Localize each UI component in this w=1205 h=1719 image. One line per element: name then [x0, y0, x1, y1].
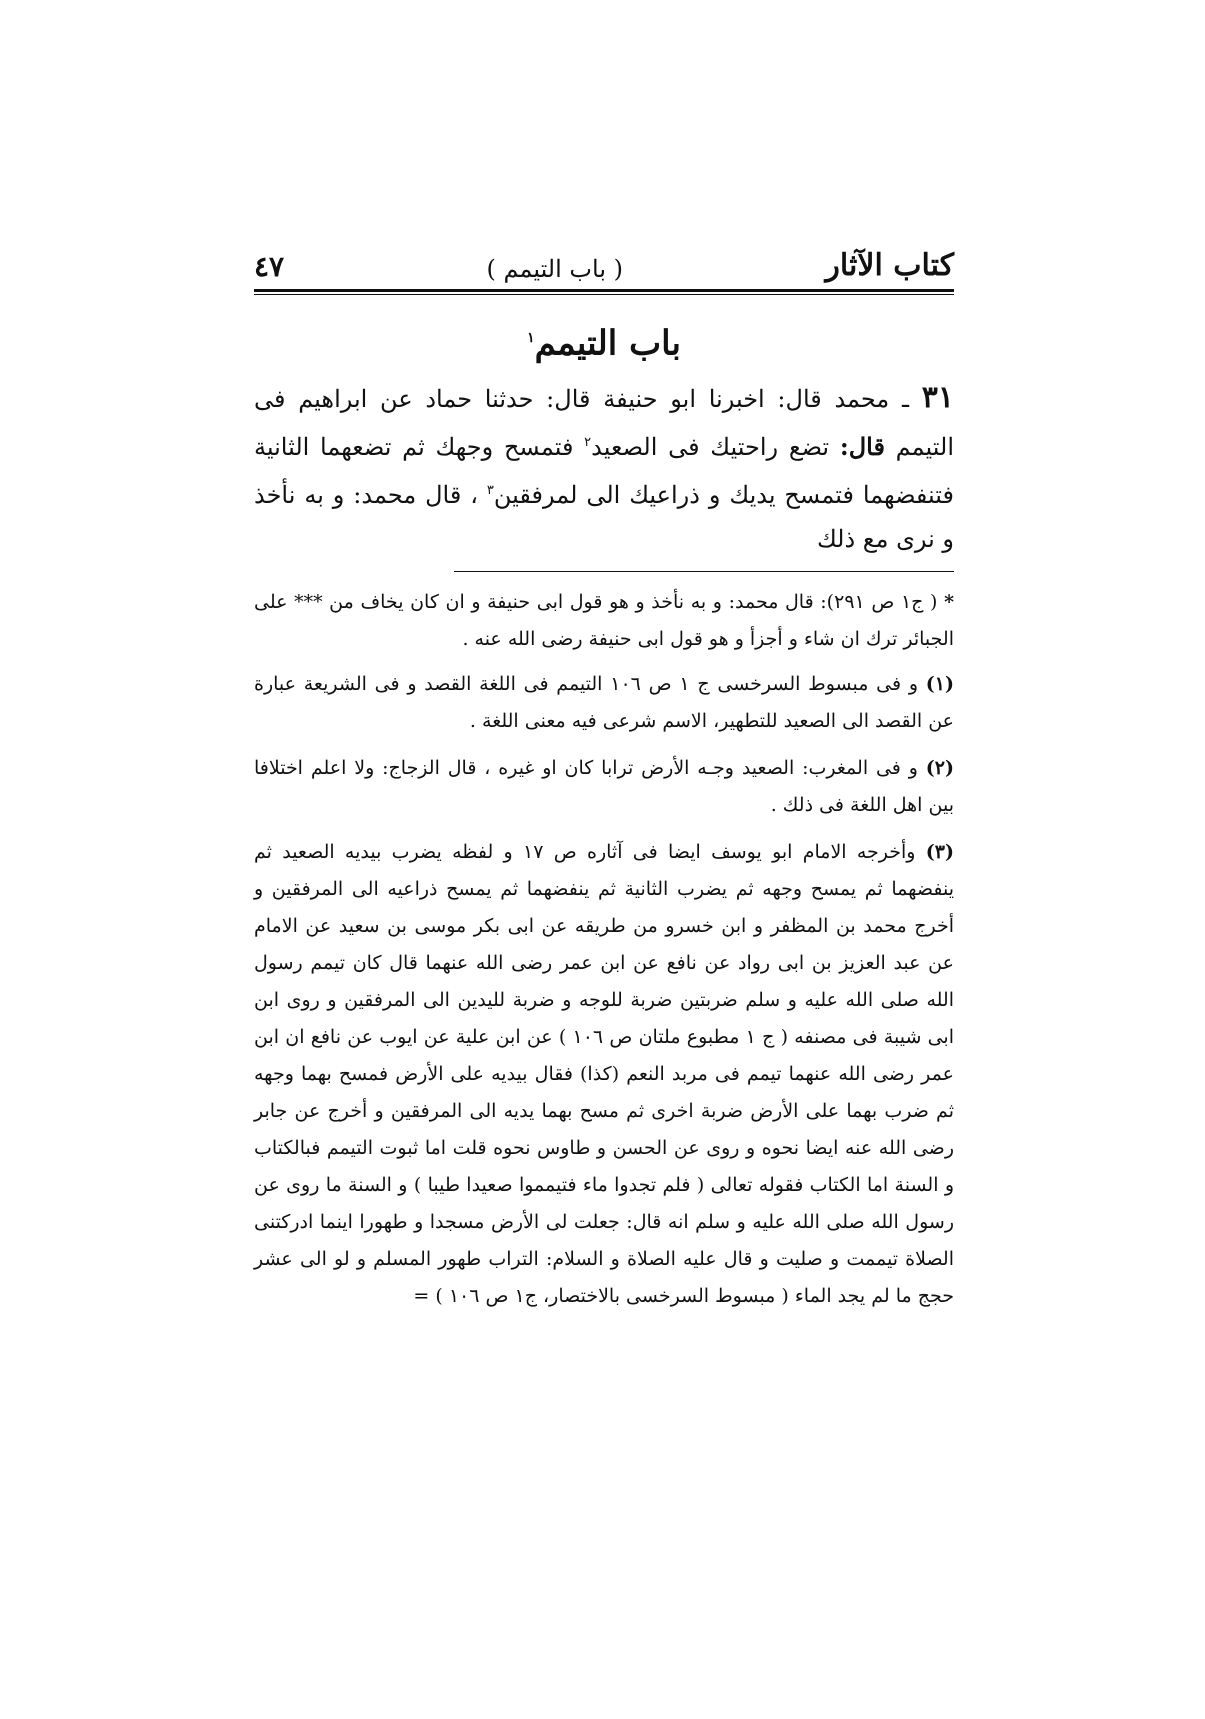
hadith-number: ٣١ [921, 380, 954, 416]
chapter-title [254, 313, 954, 368]
footnote-text: و فى مبسوط السرخسى ج ١ ص ١٠٦ التيمم فى اللغة القصد و فى الشريعة عبارة عن القصد الى الصعيد للتطهير، الاسم شرعى فيه معنى اللغة . [254, 673, 954, 733]
book-title: كتاب الآثار [825, 248, 954, 283]
main-text-part3: فتمسح وجهك ثم تضعهما الثانية فتنفضهما فتمسح يديك و ذراعيك الى لمرفقين [254, 433, 954, 510]
page-number: ٤٧ [254, 250, 285, 283]
chapter-title-text: باب التيمم [534, 323, 681, 364]
footnote-text: و فى المغرب: الصعيد وجـه الأرض ترابا كان او غيره ، قال الزجاج: ولا اعلم اختلافا بين اهل اللغة فى ذلك . [254, 757, 954, 817]
footnote-rule [454, 571, 954, 572]
footnote-number: (٣) [925, 841, 954, 864]
running-chapter: ( باب التيمم ) [486, 255, 623, 283]
header-rule [254, 289, 954, 295]
footnote-2 [254, 750, 954, 824]
main-text [254, 376, 954, 561]
footnote-3 [254, 834, 954, 1315]
star-note [254, 584, 954, 658]
footnote-number: (٢) [925, 757, 954, 780]
main-text-part4: ، قال محمد: و به نأخذ و نرى مع ذلك [254, 481, 954, 554]
main-text-part1: ـ محمد قال: اخبرنا ابو حنيفة قال: حدثنا حماد عن ابراهيم فى التيمم [254, 385, 954, 462]
running-head [254, 235, 954, 283]
note-ref-3: ٣ [486, 483, 494, 499]
footnote-1 [254, 666, 954, 740]
note-ref-2: ٢ [584, 435, 592, 451]
star-note-marker: * [944, 591, 954, 614]
chapter-title-note-ref: ١ [527, 330, 535, 346]
footnote-number: (١) [925, 673, 954, 696]
main-text-qal: قال: [839, 432, 885, 462]
main-text-part2: تضع راحتيك فى الصعيد [591, 433, 840, 462]
footnote-text: وأخرجه الامام ابو يوسف ايضا فى آثاره ص ١٧ و لفظه يضرب بيديه الصعيد ثم ينفضهما ثم يمسح وجهه ثم يضرب الثانية ثم ينفضهما ثم يمسح ذراعيه الى المرفقين و أخرج محمد بن المظفر و ابن خسرو من طريقه عن ابى بكر موسى بن سعيد عن الامام عن عبد العزيز بن ابى رواد عن نافع عن ابن عمر رضى الله عنهما قال كان تيمم رسول الله صلى الله عليه و سلم ضربتين ضربة للوجه و ضربة لليدين الى المرفقين و روى ابن ابى شيبة فى مصنفه ( ج ١ مطبوع ملتان ص ١٠٦ ) عن ابن علية عن ايوب عن نافع ان ابن عمر رضى الله عنهما تيمم فى مربد النعم (كذا) فقال بيديه على الأرض فمسح بهما وجهه ثم ضرب بهما على الأرض ضربة اخرى ثم مسح بهما يديه الى المرفقين و أخرج عن جابر رضى الله عنه ايضا نحوه و روى عن الحسن و طاوس نحوه قلت اما ثبوت التيمم فبالكتاب و السنة اما الكتاب فقوله تعالى ( فلم تجدوا ماء فتيمموا صعيدا طيبا ) و السنة ما روى عن رسول الله صلى الله عليه و سلم انه قال: جعلت لى الأرض مسجدا و طهورا اينما ادركتنى الصلاة تيممت و صليت و قال عليه الصلاة و السلام: التراب طهور المسلم و لو الى عشر حجج ما لم يجد الماء ( مبسوط السرخسى بالاختصار، ج١ ص ١٠٦ ) = [254, 841, 955, 1308]
page-content [254, 235, 954, 1325]
star-note-text: ( ج١ ص ٢٩١): قال محمد: و به نأخذ و هو قول ابى حنيفة و ان كان يخاف من *** على الجبائر ترك ان شاء و أجزأ و هو قول ابى حنيفة رضى الله عنه . [254, 591, 954, 651]
